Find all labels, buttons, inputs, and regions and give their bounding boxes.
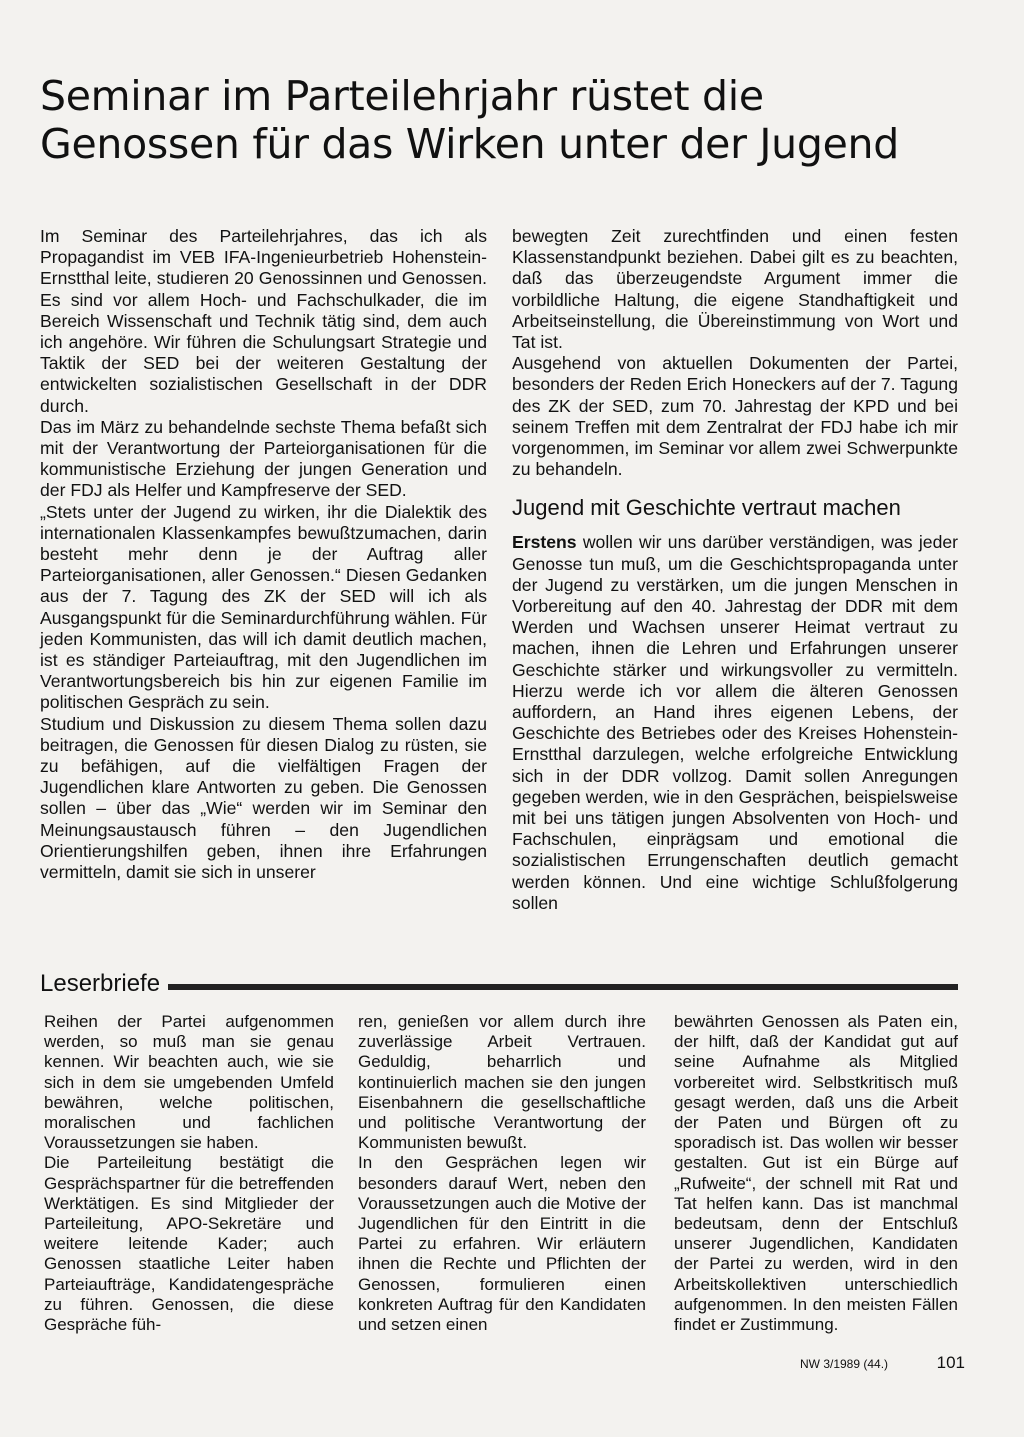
article-paragraph: Im Seminar des Parteilehrjahres, das ich als Propagandist im VEB IFA-Ingenieurbetrieb Hohenstein-Ernstthal leite, studieren 20 Genossinnen und Genossen. Es sind vor allem Hoch- und Fachschulkader, die im Bereich Wissenschaft und Technik tätig sind, dem auch ich angehöre. Wir führen die Schulungsart Strategie und Taktik der SED bei der weiteren Gestaltung der entwickelten sozialistischen Gesellschaft in der DDR durch. — [40, 226, 487, 416]
article-column-left — [40, 226, 487, 883]
article-subheading: Jugend mit Geschichte vertraut machen — [512, 495, 901, 521]
page-number: 101 — [936, 1353, 965, 1372]
letters-column-3 — [674, 1012, 958, 1335]
letter-paragraph: ren, genießen vor allem durch ihre zuverlässige Arbeit Vertrauen. Geduldig, beharrlich und kontinuierlich machen sie den jungen Eisenbahnern die gesellschaftliche und politische Verantwortung der Kommunisten bewußt. — [358, 1012, 646, 1153]
issue-reference: NW 3/1989 (44.) — [800, 1357, 889, 1371]
article-paragraph — [512, 532, 958, 914]
section-rule — [168, 984, 958, 990]
article-paragraph: Das im März zu behandelnde sechste Thema befaßt sich mit der Verantwortung der Parteiorganisationen für die kommunistische Erziehung der jungen Generation und der FDJ als Helfer und Kampfreserve der SED. — [40, 416, 487, 501]
letters-section-header — [40, 964, 958, 1004]
lead-word: Erstens — [512, 532, 577, 553]
article-headline — [40, 72, 970, 168]
article-paragraph: Ausgehend von aktuellen Dokumenten der Partei, besonders der Reden Erich Honeckers auf der 7. Tagung des ZK der SED, zum 70. Jahrestag der KPD und bei seinem Treffen mit dem Zentralrat der FDJ habe ich mir vorgenommen, im Seminar vor allem zwei Schwerpunkte zu behandeln. — [512, 353, 958, 480]
letters-column-1 — [44, 1012, 334, 1335]
paragraph-text: wollen wir uns darüber verständigen, was jeder Genosse tun muß, um die Geschichtspropaganda unter der Jugend zu verstärken, um die jungen Menschen in Vorbereitung auf den 40. Jahrestag der DDR mit dem Werden und Wachsen unserer Heimat vertraut zu machen, ihnen die Lehren und Erfahrungen unserer Geschichte stärker und wirkungsvoller zu vermitteln. Hierzu werde ich vor allem die älteren Genossen auffordern, an Hand ihres eigenen Lebens, der Geschichte des Betriebes oder des Kreises Hohenstein-Ernstthal darzulegen, welche erfolgreiche Entwicklung sich in der DDR vollzog. Damit sollen Anregungen gegeben werden, wie in den Gesprächen, beispielsweise mit bei uns tätigen jungen Absolventen von Hoch- und Fachschulen, einprägsam und emotional die sozialistischen Errungenschaften deutlich gemacht werden können. Und eine wichtige Schlußfolgerung sollen — [512, 532, 958, 913]
article-paragraph: bewegten Zeit zurechtfinden und einen festen Klassenstandpunkt beziehen. Dabei gilt es zu beachten, daß das überzeugendste Argument immer die vorbildliche Haltung, die eigene Standhaftigkeit und Arbeitseinstellung, die Übereinstimmung von Wort und Tat ist. — [512, 226, 958, 353]
letter-paragraph: Reihen der Partei aufgenommen werden, so muß man sie genau kennen. Wir beachten auch, wie sie sich in dem sie umgebenden Umfeld bewähren, welche politischen, moralischen und fachlichen Voraussetzungen sie haben. — [44, 1012, 334, 1153]
article-paragraph: „Stets unter der Jugend zu wirken, ihr die Dialektik des internationalen Klassenkampfes bewußtzumachen, darin besteht mehr denn je der Auftrag aller Parteiorganisationen, aller Genossen.“ Diesen Gedanken aus der 7. Tagung des ZK der SED will ich als Ausgangspunkt für die Seminardurchführung wählen. Für jeden Kommunisten, das will ich damit deutlich machen, ist es ständiger Parteiauftrag, mit den Jugendlichen im Verantwortungsbereich bis hin zur eigenen Familie im politischen Gespräch zu sein. — [40, 501, 487, 713]
headline-line: Seminar im Parteilehrjahr rüstet die — [40, 72, 764, 120]
article-paragraph: Studium und Diskussion zu diesem Thema sollen dazu beitragen, die Genossen für diesen Dialog zu rüsten, sie zu befähigen, auf die vielfältigen Fragen der Jugendlichen klare Antworten zu geben. Die Genossen sollen – über das „Wie“ werden wir im Seminar den Meinungsaustausch führen – den Jugendlichen Orientierungshilfen geben, ihnen ihre Erfahrungen vermitteln, damit sie sich in unserer — [40, 713, 487, 883]
page-footer — [800, 1353, 965, 1373]
letters-column-2 — [358, 1012, 646, 1335]
letter-paragraph: Die Parteileitung bestätigt die Gesprächspartner für die betreffenden Werktätigen. Es sind Mitglieder der Parteileitung, APO-Sekretäre und weitere leitende Kader; auch Genossen staatliche Leiter haben Parteiaufträge, Kandidatengespräche zu führen. Genossen, die diese Gespräche füh- — [44, 1153, 334, 1335]
article-column-right — [512, 226, 958, 914]
section-title: Leserbriefe — [40, 970, 161, 997]
letter-paragraph: In den Gesprächen legen wir besonders darauf Wert, neben den Voraussetzungen auch die Motive der Jugendlichen für den Eintritt in die Partei zu erfahren. Wir erläutern ihnen die Rechte und Pflichten der Genossen, formulieren einen konkreten Auftrag für den Kandidaten und setzen einen — [358, 1153, 646, 1335]
headline-line: Genossen für das Wirken unter der Jugend — [40, 120, 899, 168]
letter-paragraph: bewährten Genossen als Paten ein, der hilft, daß der Kandidat gut auf seine Aufnahme als Mitglied vorbereitet wird. Selbstkritisch muß gesagt werden, daß uns die Arbeit der Paten und Bürgen oft zu sporadisch ist. Das wollen wir besser gestalten. Gut ist ein Bürge auf „Rufweite“, der schnell mit Rat und Tat helfen kann. Das ist manchmal bedeutsam, denn der Entschluß unserer Jugendlichen, Kandidaten der Partei zu werden, wird in den Arbeitskollektiven unterschiedlich aufgenommen. In den meisten Fällen findet er Zustimmung. — [674, 1012, 958, 1335]
